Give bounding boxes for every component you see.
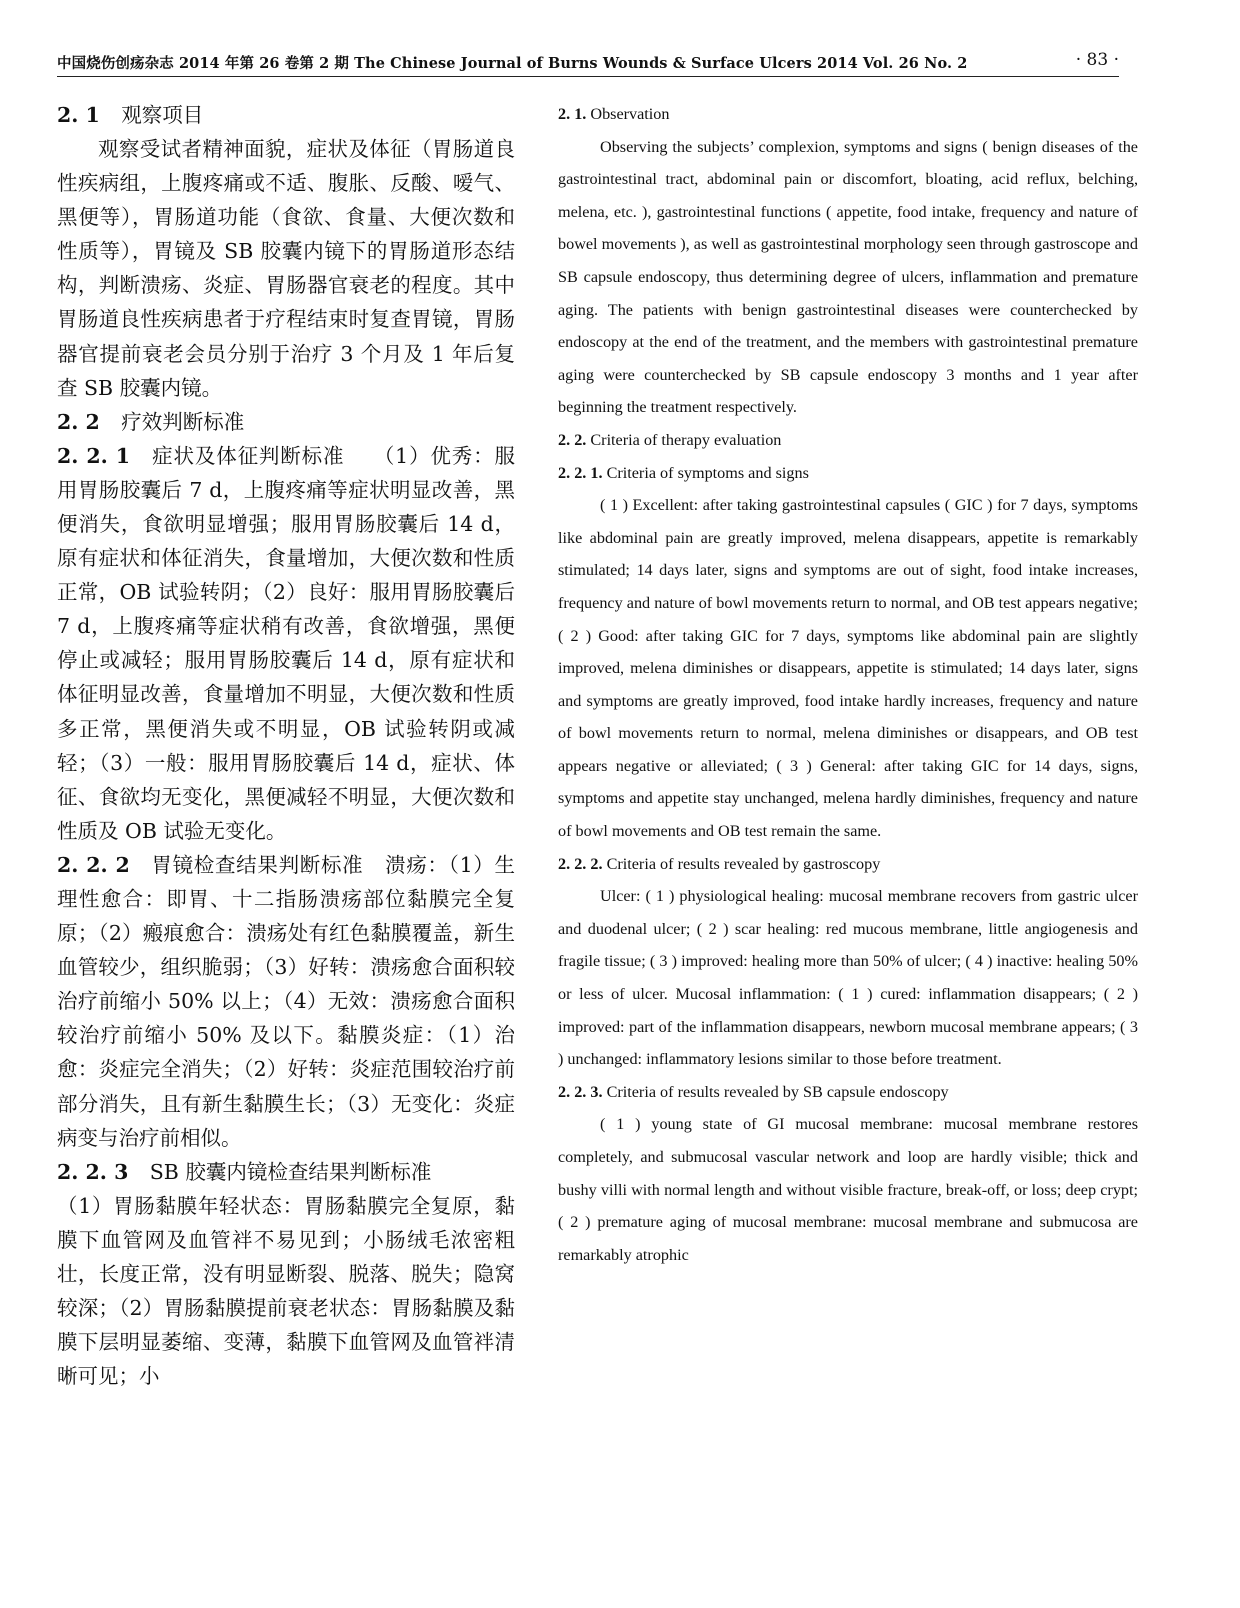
english-column <box>558 98 1138 1271</box>
section-title: Criteria of results revealed by SB capsule endoscopy <box>606 1082 949 1101</box>
section-text: （1）优秀：服用胃肠胶囊后 7 d，上腹疼痛等症状明显改善，黑便消失，食欲明显增强；服用胃肠胶囊后 14 d，原有症状和体征消失，食量增加，大便次数和性质正常，OB 试验转阴；（2）良好：服用胃肠胶囊后 7 d，上腹疼痛等症状稍有改善，食欲增强，黑便停止或减轻；服用胃肠胶囊后 14 d，原有症状和体征明显改善，食量增加不明显，大便次数和性质多正常，黑便消失或不明显，OB 试验转阴或减轻；（3）一般：服用胃肠胶囊后 14 d，症状、体征、食欲均无变化，黑便减轻不明显，大便次数和性质及 OB 试验无变化。 <box>57 443 515 843</box>
section-2-2-heading-zh <box>57 405 515 439</box>
section-2-1-paragraph-zh: 观察受试者精神面貌，症状及体征（胃肠道良性疾病组，上腹疼痛或不适、腹胀、反酸、嗳气、黑便等），胃肠道功能（食欲、食量、大便次数和性质等），胃镜及 SB 胶囊内镜下的胃肠道形态结构，判断溃疡、炎症、胃肠器官衰老的程度。其中胃肠道良性疾病患者于疗程结束时复查胃镜，胃肠器官提前衰老会员分别于治疗 3 个月及 1 年后复查 SB 胶囊内镜。 <box>57 137 515 400</box>
section-title: Observation <box>590 105 670 123</box>
section-2-1-paragraph-en: Observing the subjects’ complexion, symptoms and signs ( benign diseases of the gastrointestinal tract, abdominal pain or discomfort, bloating, acid reflux, belching, melena, etc. ), gastrointestinal functions ( appetite, food intake, frequency and nature of bowel movements ), as well as gastrointestinal morphology seen through gastroscope and SB capsule endoscopy, thus determining degree of ulcers, inflammation and premature aging. The patients with benign gastrointestinal diseases were counterchecked by endoscopy at the end of the treatment, and the members with gastrointestinal premature aging were counterchecked by SB capsule endoscopy 3 months and 1 year after beginning the treatment respectively. <box>558 137 1138 417</box>
section-title: 疗效判断标准 <box>121 409 245 434</box>
section-2-1-heading-en <box>558 98 1138 131</box>
section-number: 2. 2. 1. <box>558 463 603 482</box>
section-2-2-3-paragraph-zh: （1）胃肠黏膜年轻状态：胃肠黏膜完全复原，黏膜下血管网及血管袢不易见到；小肠绒毛浓密粗壮，长度正常，没有明显断裂、脱落、脱失；隐窝较深；（2）胃肠黏膜提前衰老状态：胃肠黏膜及黏膜下层明显萎缩、变薄，黏膜下血管网及血管袢清晰可见；小 <box>57 1193 515 1389</box>
section-title: Criteria of symptoms and signs <box>606 463 809 482</box>
section-title: Criteria of results revealed by gastroscopy <box>606 854 881 873</box>
section-lead: 胃镜检查结果判断标准 <box>151 852 364 877</box>
section-2-2-1-paragraph-zh <box>57 439 515 848</box>
section-2-2-1-paragraph-en: ( 1 ) Excellent: after taking gastrointestinal capsules ( GIC ) for 7 days, symptoms like abdominal pain are greatly improved, melena disappears, appetite is remarkably stimulated; 14 days later, signs and symptoms are out of sight, food intake increases, frequency and nature of bowl movements return to normal, and OB test appears negative; ( 2 ) Good: after taking GIC for 7 days, symptoms like abdominal pain are slightly improved, melena diminishes or disappears, appetite is stimulated; 14 days later, signs and symptoms are greatly improved, food intake hardly increases, frequency and nature of bowl movements return to normal, melena diminishes or disappears, and OB test appears negative or alleviated; ( 3 ) General: after taking GIC for 14 days, signs, symptoms and appetite stay unchanged, melena hardly diminishes, frequency and nature of bowl movements and OB test remain the same. <box>558 496 1138 841</box>
section-lead: SB 胶囊内镜检查结果判断标准 <box>149 1159 432 1184</box>
section-lead: 症状及体征判断标准 <box>152 443 345 468</box>
chinese-column <box>57 98 515 1393</box>
section-2-1-heading-zh <box>57 98 515 132</box>
running-title: 中国烧伤创疡杂志 2014 年第 26 卷第 2 期 The Chinese Journal of Burns Wounds & Surface Ulcers 2014 Vol. 26 No. 2 <box>57 55 968 72</box>
section-2-2-1-heading-en <box>558 457 1138 490</box>
section-2-2-2-heading-en <box>558 848 1138 881</box>
section-2-2-heading-en <box>558 424 1138 457</box>
section-title: Criteria of therapy evaluation <box>590 430 782 449</box>
section-title: 观察项目 <box>121 103 204 127</box>
section-number: 2. 2. <box>558 430 587 449</box>
running-header <box>57 50 1119 77</box>
section-text: 溃疡：（1）生理性愈合：即胃、十二指肠溃疡部位黏膜完全复原；（2）瘢痕愈合：溃疡处有红色黏膜覆盖，新生血管较少，组织脆弱；（3）好转：溃疡愈合面积较治疗前缩小 50% 以上；（4）无效：溃疡愈合面积较治疗前缩小 50% 及以下。黏膜炎症：（1）治愈：炎症完全消失；（2）好转：炎症范围较治疗前部分消失，且有新生黏膜生长；（3）无变化：炎症病变与治疗前相似。 <box>57 852 516 1150</box>
section-2-2-3-paragraph-en: ( 1 ) young state of GI mucosal membrane: mucosal membrane restores completely, and submucosal vascular network and loop are hardly visible; thick and bushy villi with normal length and without visible fracture, break-off, or loss; deep crypt; ( 2 ) premature aging of mucosal membrane: mucosal membrane and submucosa are remarkably atrophic <box>558 1115 1138 1264</box>
section-2-2-3-heading-zh <box>57 1155 515 1189</box>
section-number: 2. 2 <box>57 409 100 434</box>
section-2-2-2-paragraph-en: Ulcer: ( 1 ) physiological healing: mucosal membrane recovers from gastric ulcer and duodenal ulcer; ( 2 ) scar healing: red mucous membrane, little angiogenesis and fragile tissue; ( 3 ) improved: healing more than 50% of ulcer; ( 4 ) inactive: healing 50% or less of ulcer. Mucosal inflammation: ( 1 ) cured: inflammation disappears; ( 2 ) improved: part of the inflammation disappears, newborn mucosal membrane appears; ( 3 ) unchanged: inflammatory lesions similar to those before treatment. <box>558 887 1138 1069</box>
section-2-2-2-paragraph-zh <box>57 848 515 1155</box>
section-number: 2. 1. <box>558 105 587 123</box>
section-number: 2. 2. 1 <box>57 443 131 468</box>
section-number: 2. 1 <box>57 103 100 127</box>
section-number: 2. 2. 2. <box>558 854 603 873</box>
section-number: 2. 2. 3. <box>558 1082 603 1101</box>
section-number: 2. 2. 2 <box>57 852 130 877</box>
section-2-2-3-heading-en <box>558 1076 1138 1109</box>
section-number: 2. 2. 3 <box>57 1159 129 1184</box>
page-number: · 83 · <box>1075 50 1119 70</box>
